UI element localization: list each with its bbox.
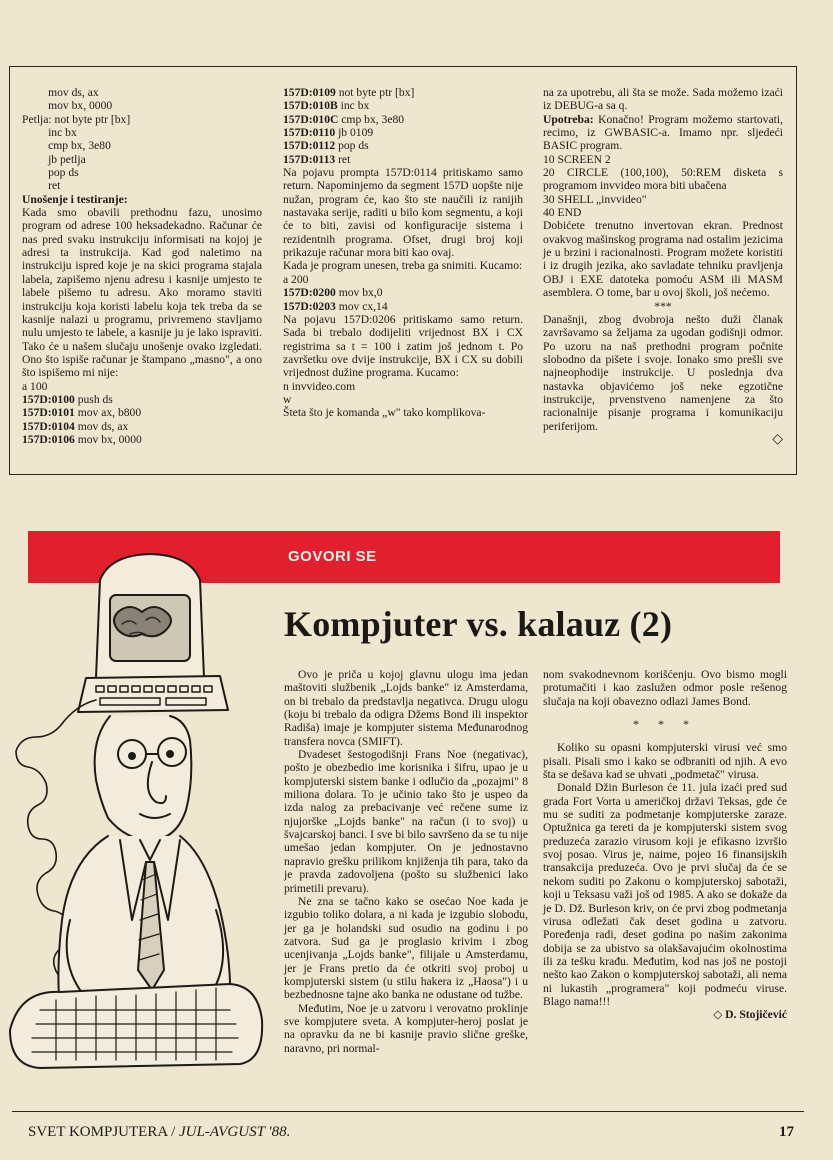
paragraph: Dobićete trenutno invertovan ekran. Prednost ovakvog mašinskog programa nad ostalim jezicima je u brzini i racionalnosti. Program možete koristiti i iz drugih jezika, ako savladate tehniku pravljenja OBJ i EXE datoteka pomoću ASM ili MASM asemblera. O tome, bar u ovoj školi, još nećemo. — [543, 219, 783, 300]
code-instruction: cmp bx, 3e80 — [338, 112, 405, 126]
footer-magazine — [28, 1124, 290, 1141]
paragraph: Na pojavu prompta 157D:0114 pritiskamo samo return. Napominjemo da segment 157D uopšte nije nužan, program će, kao što ste naučili iz ranijih nastavaka serije, raditi u bilo kom segmentu, a koji će to biti, zavisi od konfiguracije sistema i rezidentnih programa. Ofset, drugi broj koji prikazuje računar mora biti kao ovaj. — [283, 166, 523, 260]
code-address: 157D:0110 — [283, 126, 336, 140]
article-title: Kompjuter vs. kalauz (2) — [284, 604, 673, 644]
code-line — [22, 406, 262, 419]
code-address: 157D:0100 — [22, 392, 75, 406]
code-address: 157D:0104 — [22, 419, 75, 433]
end-mark-icon: ◇ — [772, 431, 783, 447]
paragraph: Ovo je priča u kojoj glavnu ulogu ima jedan maštoviti službenik „Lojds banke" iz Amsterdama, on bi trebalo da predstavlja negativca. Drugu ulogu (koju bi trebalo da odigra Džems Bond ili inspektor Radiša) imaje je kompjuter sistema Međunarodnog transfera novca (SMIFT). — [284, 668, 528, 748]
code-line — [283, 86, 523, 99]
code-listing-1 — [283, 86, 523, 166]
code-line: a 200 — [283, 272, 309, 286]
code-line: Petlja: not byte ptr [bx] — [22, 112, 131, 126]
code-line — [22, 433, 262, 446]
code-instruction: pop ds — [335, 139, 369, 153]
basic-listing — [543, 153, 783, 220]
code-line: pop ds — [22, 166, 79, 180]
code-instruction: mov bx,0 — [335, 286, 383, 300]
section-break: * * * — [633, 717, 697, 732]
code-line — [283, 99, 523, 112]
code-line — [283, 153, 523, 166]
code-address: 157D:0113 — [283, 152, 336, 166]
code-instruction: mov ds, ax — [74, 419, 129, 433]
code-instruction: inc bx — [337, 99, 370, 113]
subheading: Unošenje i testiranje: — [22, 192, 128, 206]
page-number: 17 — [779, 1124, 794, 1140]
code-address: 157D:0106 — [22, 432, 75, 446]
code-line: inc bx — [22, 126, 77, 140]
code-address: 157D:0101 — [22, 406, 75, 420]
section-label: GOVORI SE — [288, 548, 377, 565]
paragraph: Današnji, zbog dvobroja nešto duži članak završavamo sa željama za ugodan godišnji odmor. Po uzoru na naš prethodni program počnite slobodno da pišete i svoje. Ionako smo prešli sve najneophodije instrukcije. U poslednja dva nastavka objavićemo još neke egzotične instrukcije, prvenstveno namenjene za što racionalnije pisanje programa i komunikaciju periferijom. — [543, 312, 783, 433]
code-address: 157D:0200 — [283, 286, 336, 300]
code-line: ret — [22, 179, 61, 193]
top-column-1 — [22, 86, 262, 446]
code-instruction: mov cx,14 — [335, 299, 388, 313]
article-column-2 — [543, 668, 787, 1022]
upotreba-label: Upotreba: — [543, 112, 594, 126]
code-line — [283, 286, 523, 299]
basic-line: 10 SCREEN 2 — [543, 152, 611, 166]
basic-line: 30 SHELL „invvideo" — [543, 192, 647, 206]
code-address: 157D:010B — [283, 99, 338, 113]
footer-line — [12, 1111, 804, 1112]
paragraph: Kada je program unesen, treba ga snimiti. Kucamo: — [283, 259, 523, 273]
basic-line: 20 CIRCLE (100,100), 50:REM disketa s programom invvideo mora biti ubačena — [543, 166, 783, 193]
code-instruction: mov ax, b800 — [74, 406, 142, 420]
author-signature: ◇ D. Stojičević — [713, 1008, 787, 1022]
code-line: a 100 — [22, 379, 48, 393]
code-instruction: jb 0109 — [335, 126, 374, 140]
cartoon-illustration — [0, 540, 285, 1100]
left-frame-line — [9, 66, 10, 474]
article-column-1 — [284, 668, 528, 1055]
paragraph: Dvadeset šestogodišnji Frans Noe (negativac), pošto je obezbedio ime korisnika i šifru, upao je u kompjuterski sistem banke i odlučio da „pozajmi" 8 miliona dolara. To je učinio tako što je uspeo da izda nalog za prebacivanje već rečene sume iz njujorške „Lojds banke" na račun (i to svoj) u švajcarskoj banci. I sve bi bilo savršeno da se tu nije umešao jedan kompjuter. On je jednostavno napravio grešku prilikom knjiženja tih para, tako da je pravda zadovoljena (pošto su službenici lako primetili prevaru). — [284, 748, 528, 895]
issue-date: JUL-AVGUST '88. — [179, 1124, 291, 1140]
paragraph: Kada smo obavili prethodnu fazu, unosimo program od adrese 100 heksadekadno. Računar će nas pred svaku instrukciju informisati na kojoj je adresi ta instrukcija. Kad god naletimo na instrukciju ispred koje je na skici programa stajala labela, zapišemo njenu adresu i kasnije umjesto te labele pišemo tu adresu. Ako moramo staviti instrukciju koja koristi labelu koja tek treba da se kasnije nalazi u programu, privremeno stavljamo nulu umjesto te labele, a kasnije ju je lako ispraviti. Tako će u našem slučaju unošenje ovako izgledati. Ono što ispiše računar je štampano „masno", a ono što ispišemo mi nije: — [22, 206, 262, 380]
code-line — [22, 420, 262, 433]
article-column-2-body — [543, 741, 787, 1008]
paragraph — [543, 113, 783, 153]
code-line — [283, 300, 523, 313]
code-instruction: mov bx, 0000 — [74, 432, 142, 446]
paragraph: Ne zna se tačno kako se osećao Noe kada je izgubio toliko dolara, a ni kada je izgubio slobodu, jer ga je holandski sud osudio na godinu i po zatvora. Sud ga je proglasio krivim i zbog ucenjivanja „Lojds banke", filijale u Amsterdamu, jer je Frans pretio da će otkriti svoj proboj u kompjuterski sistem (u stilu hakera iz „Haosa") i u bezbednosne tajne ako banka ne odustane od tužbe. — [284, 894, 528, 1002]
magazine-name: SVET KOMPJUTERA / — [28, 1124, 179, 1140]
code-line — [283, 126, 523, 139]
code-line — [22, 393, 262, 406]
top-column-3 — [543, 86, 783, 446]
paragraph: Međutim, Noe je u zatvoru i verovatno proklinje sve kompjutere sveta. A kompjuter-heroj poslat je na opravku da ne bi kasnije pravio slične greške, naravno, pri normal- — [284, 1001, 528, 1055]
code-instruction: not byte ptr [bx] — [335, 86, 415, 99]
upotreba-text: Konačno! Program možemo startovati, recimo, iz GWBASIC-a. Imamo npr. sljedeći BASIC program. — [543, 112, 783, 153]
code-address: 157D:010C — [283, 112, 339, 126]
code-line — [283, 113, 523, 126]
basic-line: 40 END — [543, 206, 582, 220]
paragraph: Na pojavu 157D:0206 pritiskamo samo return. Sada bi trebalo dodijeliti vrijednost BX i CX registrima sa t = 100 i zatim još jednom t. Po završetku ove dvije instrukcije, BX i CX su dobili vrijednost dužine programa. Kucamo: — [283, 312, 523, 380]
code-line: n invvideo.com — [283, 379, 356, 393]
paragraph: Koliko su opasni kompjuterski virusi već smo pisali. Pisali smo i kako se odbraniti od njih. A evo šta se dešava kad se uhvati „podmetač" virusa. — [543, 741, 787, 782]
section-break: *** — [654, 299, 672, 313]
right-frame-line — [796, 66, 797, 474]
top-column-2 — [283, 86, 523, 420]
paragraph: nom svakodnevnom korišćenju. Ovo bismo mogli protumačiti i kao zaslužen odmor posle rešenog slučaja na koji obavezno odlazi James Bond. — [543, 668, 787, 708]
code-line: mov ds, ax — [22, 86, 99, 99]
code-instruction: ret — [335, 152, 351, 166]
code-line: mov bx, 0000 — [22, 99, 113, 113]
code-address: 157D:0109 — [283, 86, 336, 99]
code-address: 157D:0112 — [283, 139, 336, 153]
paragraph: Šteta što je komanda „w" tako komplikova- — [283, 406, 486, 420]
code-line — [283, 139, 523, 152]
paragraph: Donald Džin Burleson će 11. jula izaći pred sud grada Fort Vorta u američkoj državi Teksas, gde će mu se suditi za podmetanje kompjuterske zaraze. Optužnica ga tereti da je kompjuterski sistem svog preduzeća zarazio virusom koji je efikasno izvršio svoj posao. Virus je, naime, pojeo 16 finansijskih transakcija preduzeća. Ovo je prvi slučaj da će se nekom suditi po Zakonu o kompjuterskoj sabotaži, koji u Teksasu važi još od 1985. A ako se dokaže da je D. Dž. Burleson kriv, on će prvi zbog podmetanja virusa odležati čak deset godina u zatvoru. Poređenja radi, deset godina po našim zakonima dobija se za ubistvo sa olakšavajućim okolnostima ili za tešku krađu. Međutim, kod nas još ne postoji nešto kao Zakon o kompjuterskoj sabotaži, ali nema ni lukastih „programera" koji podmeću viruse. Blago nama!!! — [543, 781, 787, 1008]
code-line: cmp bx, 3e80 — [22, 139, 111, 153]
code-instruction: push ds — [74, 392, 113, 406]
code-listing-2 — [283, 286, 523, 313]
code-line: jb petlja — [22, 152, 86, 166]
bottom-frame-line — [9, 474, 797, 475]
code-line: w — [283, 392, 292, 406]
paragraph: na za upotrebu, ali šta se može. Sada možemo izaći iz DEBUG-a sa q. — [543, 86, 783, 113]
top-frame-line — [9, 66, 796, 67]
code-address: 157D:0203 — [283, 299, 336, 313]
